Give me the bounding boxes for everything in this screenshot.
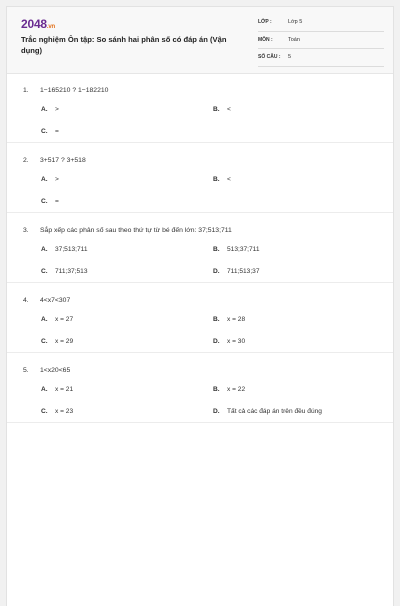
question-text: 1<x20<65 (40, 367, 71, 374)
option-text: < (227, 176, 231, 183)
question-4 (7, 283, 393, 353)
logo-domain-text: .vn (46, 24, 55, 30)
answer-options (7, 167, 393, 212)
question-number: 4. (23, 297, 29, 304)
meta-label: SỐ CÂU : (258, 54, 281, 60)
answer-option-a[interactable] (41, 106, 59, 113)
option-text: > (55, 176, 59, 183)
option-text: 711;513;37 (227, 268, 260, 275)
question-text: 4<x7<307 (40, 297, 71, 304)
logo-main-text: 2048 (21, 17, 47, 31)
answer-option-b[interactable] (213, 246, 260, 253)
answer-options (7, 237, 393, 282)
answer-option-a[interactable] (41, 386, 73, 393)
site-logo[interactable] (21, 17, 55, 31)
meta-row-class (258, 15, 384, 32)
answer-option-c[interactable] (41, 128, 59, 135)
meta-row-subject (258, 33, 384, 50)
question-3 (7, 213, 393, 283)
option-text: x = 22 (227, 386, 246, 393)
document-page (6, 6, 394, 606)
option-text: x = 30 (227, 338, 246, 345)
answer-option-b[interactable] (213, 316, 245, 323)
option-letter: C. (41, 408, 48, 415)
option-text: x = 23 (55, 408, 74, 415)
answer-option-c[interactable] (41, 198, 59, 205)
option-letter: D. (213, 338, 220, 345)
meta-value: 5 (288, 54, 292, 60)
answer-option-c[interactable] (41, 268, 88, 275)
answer-option-a[interactable] (41, 246, 88, 253)
question-number: 2. (23, 157, 29, 164)
option-letter: C. (41, 128, 48, 135)
question-header (7, 155, 393, 167)
option-letter: A. (41, 386, 48, 393)
answer-option-d[interactable] (213, 338, 245, 345)
answer-options (7, 307, 393, 352)
question-header (7, 225, 393, 237)
option-letter: B. (213, 246, 220, 253)
answer-option-c[interactable] (41, 408, 73, 415)
option-text: x = 21 (55, 386, 74, 393)
answer-option-b[interactable] (213, 386, 245, 393)
question-text: Sắp xếp các phân số sau theo thứ tự từ bé đến lớn: 37;513;711 (40, 227, 232, 234)
question-header (7, 85, 393, 97)
meta-label: LỚP : (258, 19, 272, 25)
answer-option-d[interactable] (213, 268, 260, 275)
option-letter: A. (41, 176, 48, 183)
answer-option-b[interactable] (213, 176, 231, 183)
option-letter: B. (213, 106, 220, 113)
option-text: x = 27 (55, 316, 74, 323)
meta-panel (258, 15, 384, 67)
option-letter: A. (41, 106, 48, 113)
option-letter: B. (213, 316, 220, 323)
option-text: x = 28 (227, 316, 246, 323)
answer-option-d[interactable] (213, 408, 322, 415)
option-text: 711;37;513 (55, 268, 88, 275)
question-number: 5. (23, 367, 29, 374)
meta-label: MÔN : (258, 36, 273, 43)
option-text: 37;513;711 (55, 246, 88, 253)
question-number: 3. (23, 227, 29, 234)
document-header (7, 7, 393, 74)
option-letter: B. (213, 176, 220, 183)
page-title: Trắc nghiệm Ôn tập: So sánh hai phân số có đáp án (Vận dụng) (21, 35, 227, 55)
question-text: 3+517 ? 3+518 (40, 157, 86, 164)
option-text: < (227, 106, 231, 113)
option-letter: A. (41, 316, 48, 323)
option-letter: D. (213, 408, 220, 415)
question-text: 1−165210 ? 1−182210 (40, 87, 109, 94)
option-letter: C. (41, 338, 48, 345)
option-letter: A. (41, 246, 48, 253)
question-header (7, 365, 393, 377)
question-header (7, 295, 393, 307)
option-letter: C. (41, 268, 48, 275)
question-2 (7, 143, 393, 213)
option-text: = (55, 128, 59, 135)
option-letter: B. (213, 386, 220, 393)
meta-row-count (258, 50, 384, 67)
option-text: = (55, 198, 59, 205)
option-text: x = 29 (55, 338, 74, 345)
answer-options (7, 377, 393, 422)
option-letter: D. (213, 268, 220, 275)
question-number: 1. (23, 87, 29, 94)
answer-option-a[interactable] (41, 316, 73, 323)
option-letter: C. (41, 198, 48, 205)
question-5 (7, 353, 393, 423)
answer-options (7, 97, 393, 142)
answer-option-b[interactable] (213, 106, 231, 113)
meta-value: Lớp 5 (288, 19, 303, 25)
answer-option-a[interactable] (41, 176, 59, 183)
question-list (7, 73, 393, 423)
meta-value: Toán (288, 36, 300, 43)
option-text: 513;37;711 (227, 246, 260, 253)
option-text: Tất cả các đáp án trên đều đúng (227, 408, 322, 415)
question-1 (7, 73, 393, 143)
answer-option-c[interactable] (41, 338, 73, 345)
option-text: > (55, 106, 59, 113)
